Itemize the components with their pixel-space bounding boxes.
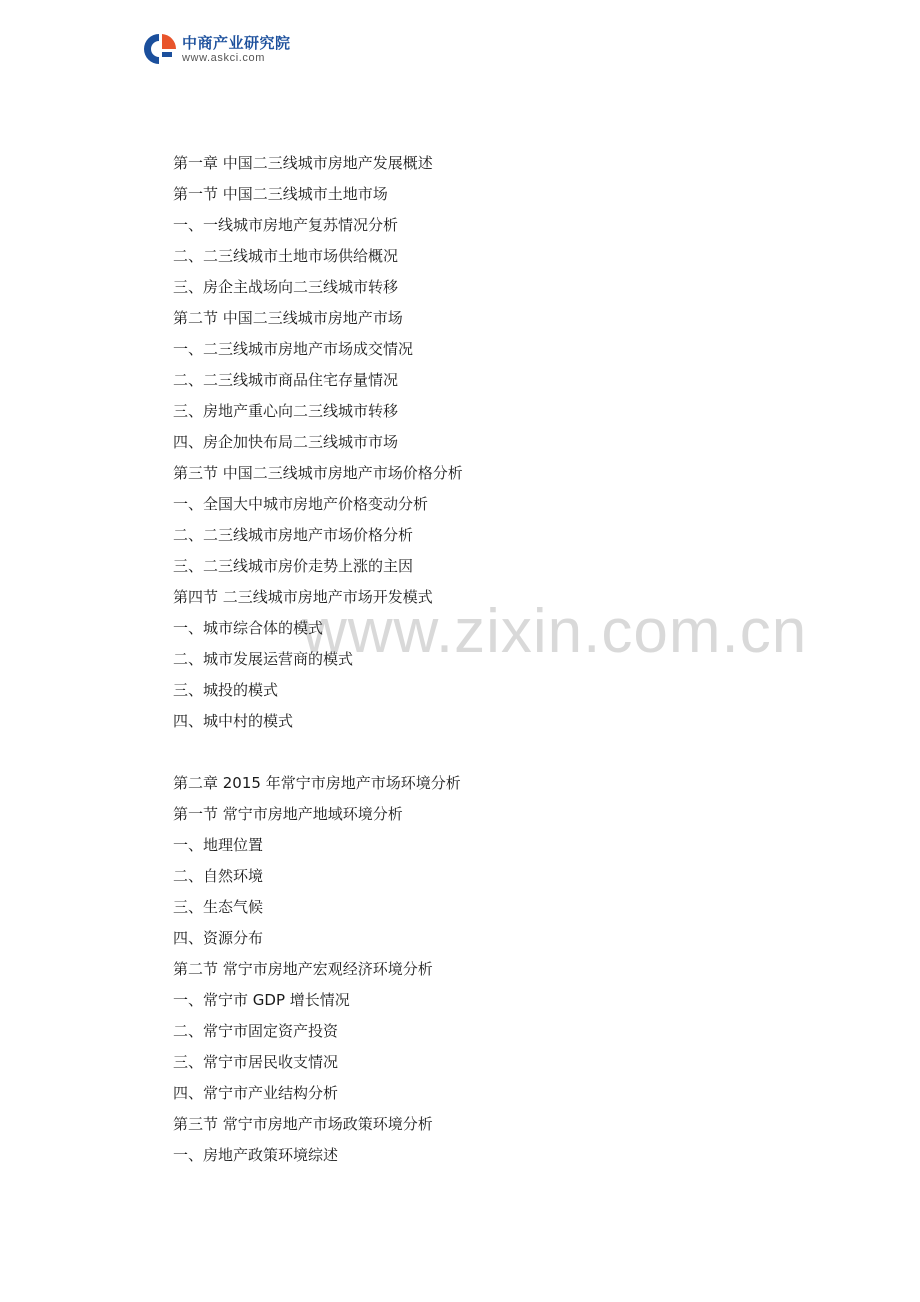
- chapter-title: 第二章 2015 年常宁市房地产市场环境分析: [173, 774, 461, 792]
- toc-entry: 二、自然环境: [173, 867, 264, 885]
- toc-entry: 第三节 常宁市房地产市场政策环境分析: [173, 1115, 433, 1133]
- toc-entry: 第三节 中国二三线城市房地产市场价格分析: [173, 464, 463, 482]
- toc-entry: 一、全国大中城市房地产价格变动分析: [173, 495, 429, 513]
- chapter-spacer: [173, 737, 773, 768]
- toc-entry: 一、二三线城市房地产市场成交情况: [173, 340, 414, 358]
- toc-entry: 三、生态气候: [173, 898, 264, 916]
- logo-text: [182, 34, 291, 64]
- table-of-contents: [173, 148, 773, 1171]
- toc-entry: 二、二三线城市房地产市场价格分析: [173, 526, 414, 544]
- brand-name: 中商产业研究院: [182, 34, 291, 52]
- header-logo: [142, 32, 291, 66]
- toc-entry: 四、资源分布: [173, 929, 264, 947]
- toc-entry: 二、二三线城市商品住宅存量情况: [173, 371, 399, 389]
- toc-entry: 三、常宁市居民收支情况: [173, 1053, 339, 1071]
- chapter-title: 第一章 中国二三线城市房地产发展概述: [173, 154, 433, 172]
- brand-url: www.askci.com: [182, 52, 265, 64]
- toc-entry: 三、二三线城市房价走势上涨的主因: [173, 557, 414, 575]
- toc-entry: 四、房企加快布局二三线城市市场: [173, 433, 399, 451]
- toc-entry: 四、常宁市产业结构分析: [173, 1084, 339, 1102]
- toc-entry: 三、房企主战场向二三线城市转移: [173, 278, 399, 296]
- toc-entry: 一、房地产政策环境综述: [173, 1146, 339, 1164]
- toc-entry: 三、房地产重心向二三线城市转移: [173, 402, 399, 420]
- toc-entry: 一、一线城市房地产复苏情况分析: [173, 216, 399, 234]
- toc-entry: 一、常宁市 GDP 增长情况: [173, 991, 350, 1009]
- toc-entry: 二、二三线城市土地市场供给概况: [173, 247, 399, 265]
- toc-entry: 三、城投的模式: [173, 681, 279, 699]
- toc-entry: 第二节 常宁市房地产宏观经济环境分析: [173, 960, 433, 978]
- toc-entry: 第一节 中国二三线城市土地市场: [173, 185, 388, 203]
- toc-entry: 第四节 二三线城市房地产市场开发模式: [173, 588, 433, 606]
- toc-entry: 二、常宁市固定资产投资: [173, 1022, 339, 1040]
- toc-entry: 一、城市综合体的模式: [173, 619, 324, 637]
- toc-entry: 二、城市发展运营商的模式: [173, 650, 354, 668]
- toc-entry: 第一节 常宁市房地产地域环境分析: [173, 805, 403, 823]
- toc-entry: 一、地理位置: [173, 836, 264, 854]
- askci-logo-icon: [142, 32, 178, 66]
- toc-entry: 四、城中村的模式: [173, 712, 294, 730]
- toc-entry: 第二节 中国二三线城市房地产市场: [173, 309, 403, 327]
- watermark: www.zixin.com.cn: [302, 597, 808, 666]
